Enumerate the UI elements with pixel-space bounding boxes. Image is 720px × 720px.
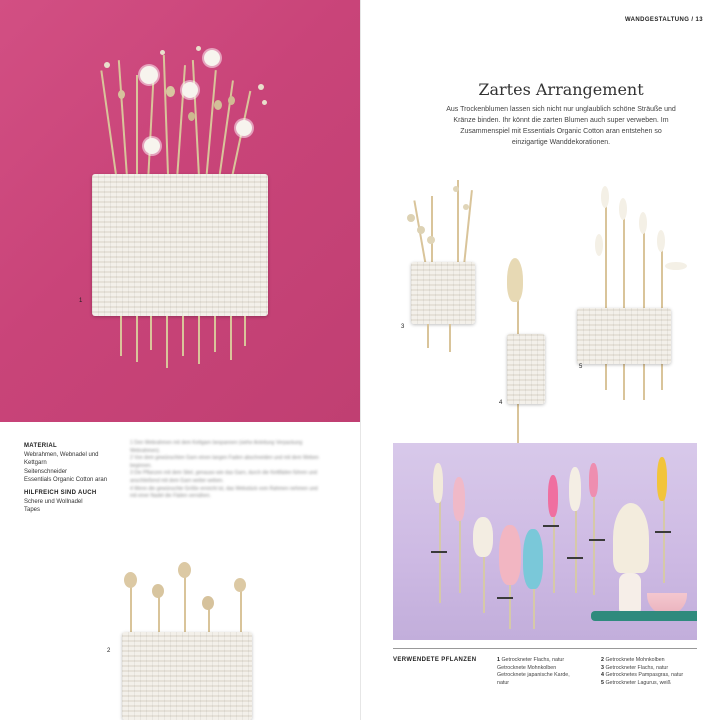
plant-item: 2 Getrocknete Mohnkolben — [601, 657, 665, 663]
divider-line — [393, 648, 697, 649]
plants-list-col-2 — [601, 657, 683, 688]
instruction-step: 2 Von dem gewünschten Garn einen langen Faden abschneiden und mit dem Weben beginnen. — [130, 455, 319, 469]
plant-item: 5 Getrockneter Lagurus, weiß — [601, 680, 671, 687]
right-page — [360, 0, 720, 720]
page-title: Zartes Arrangement — [478, 80, 644, 99]
material-heading: MATERIAL — [24, 443, 57, 449]
dried-flowers-wall-photo — [393, 443, 697, 640]
image-number-5: 5 — [579, 364, 583, 370]
plant-item: 1 Getrockneter Flachs, natur — [497, 657, 565, 663]
instruction-step: 4 Wenn die gewünschte Größe erreicht ist, das Webstück vom Rahmen nehmen und mit einer Nadel die Fäden vernähen. — [130, 485, 318, 500]
material-item: Seitenschneider — [24, 468, 68, 475]
image-number-4: 4 — [499, 400, 503, 406]
image-number-1: 1 — [79, 298, 83, 304]
instruction-step: 1 Den Webrahmen mit dem Kettgarn bespannen (siehe Anleitung Verpackung Webrahmen). — [130, 440, 303, 454]
instruction-step: 3 Die Pflanzen mit dem Stiel, genauso wie das Garn, durch die Kettfäden führen und anschließend mit dem Garn weiter weben. — [130, 470, 318, 484]
material-item: Essentials Organic Cotton aran — [24, 477, 108, 484]
plant-item: Getrocknete japanische Karde, — [497, 672, 570, 679]
material-list — [24, 442, 124, 515]
helpful-heading: HILFREICH SIND AUCH — [24, 489, 97, 496]
material-item: Kettgarn — [24, 460, 47, 467]
page-header: WANDGESTALTUNG / 13 — [624, 17, 703, 23]
plants-list-col-1 — [497, 657, 570, 688]
helpful-item: Schere und Wollnadel — [24, 498, 83, 505]
helpful-item: Tapes — [24, 507, 41, 514]
plant-item: natur — [497, 680, 510, 687]
poppy-weave-photo — [107, 560, 258, 720]
image-number-2: 2 — [107, 648, 111, 654]
plant-item: 4 Getrocknetes Pampasgras, natur — [601, 672, 684, 679]
woven-wall-hanging-photo — [0, 0, 360, 422]
instructions-text — [130, 440, 320, 501]
image-number-3: 3 — [401, 324, 405, 330]
plants-heading: VERWENDETE PFLANZEN — [393, 657, 477, 663]
plant-item: 3 Getrockneter Flachs, natur — [601, 664, 669, 671]
material-item: Webrahmen, Webnadel und — [24, 451, 99, 458]
plant-item: Getrocknete Mohnkolben — [497, 664, 557, 671]
intro-text: Aus Trockenblumen lassen sich nicht nur unglaublich schöne Sträuße und Kränze binden. Ihr könnt die zarten Blumen auch super verweben. Im Zusammenspiel mit Essentials Organic Cotton aran entstehen so einzigartige Wanddekorationen. — [446, 106, 676, 146]
